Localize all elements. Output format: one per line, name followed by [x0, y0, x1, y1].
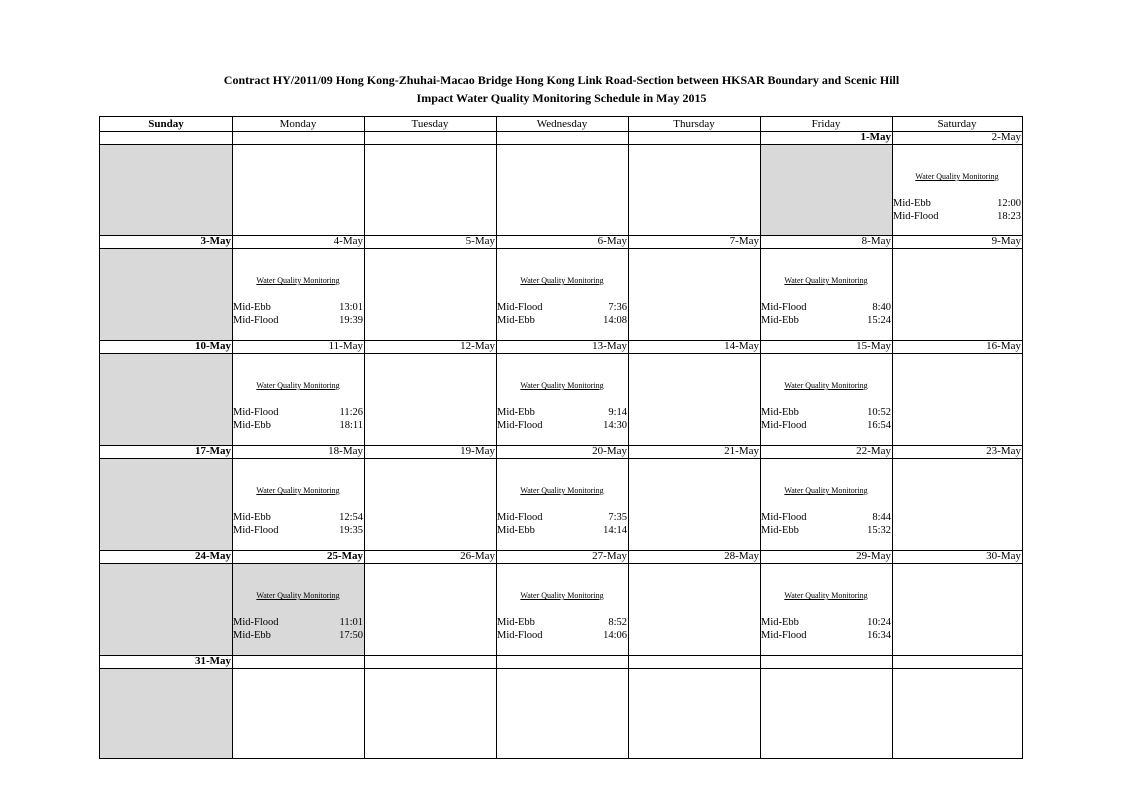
tide-row — [760, 419, 892, 432]
shaded-cell — [100, 248, 232, 340]
grid-line — [100, 248, 1022, 249]
tide-label: Mid-Flood — [233, 315, 279, 326]
day-date: 16-May — [986, 340, 1021, 352]
tide-label: Mid-Ebb — [233, 420, 271, 431]
tide-label: Mid-Flood — [893, 211, 939, 222]
weekday-header-sunday: Sunday — [148, 118, 184, 130]
grid-line — [892, 117, 893, 758]
tide-row — [496, 629, 628, 642]
monitoring-label: Water Quality Monitoring — [784, 591, 868, 600]
monitoring-label: Water Quality Monitoring — [784, 381, 868, 390]
tide-label: Mid-Flood — [761, 420, 807, 431]
monitoring-label: Water Quality Monitoring — [520, 591, 604, 600]
day-date: 4-May — [333, 235, 363, 247]
day-date: 10-May — [194, 340, 231, 352]
day-date: 9-May — [991, 235, 1021, 247]
tide-row — [232, 629, 364, 642]
grid-line — [100, 131, 1022, 132]
day-date: 20-May — [592, 445, 627, 457]
grid-line — [100, 340, 1022, 341]
tide-row — [496, 419, 628, 432]
day-date: 8-May — [861, 235, 891, 247]
tide-time: 14:14 — [603, 525, 627, 536]
day-date: 24-May — [194, 550, 231, 562]
tide-time: 18:23 — [997, 211, 1021, 222]
tide-label: Mid-Flood — [761, 512, 807, 523]
day-date — [892, 655, 1022, 668]
tide-label: Mid-Ebb — [761, 407, 799, 418]
tide-row — [232, 301, 364, 314]
tide-row — [760, 629, 892, 642]
day-date — [496, 131, 628, 144]
tide-label: Mid-Flood — [497, 302, 543, 313]
day-date: 17-May — [194, 445, 231, 457]
tide-label: Mid-Flood — [761, 630, 807, 641]
tide-time: 13:01 — [339, 302, 363, 313]
tide-time: 8:44 — [872, 512, 891, 523]
tide-time: 19:39 — [339, 315, 363, 326]
grid-line — [100, 550, 1022, 551]
tide-row — [496, 301, 628, 314]
monitoring-label: Water Quality Monitoring — [784, 486, 868, 495]
day-date: 25-May — [326, 550, 363, 562]
day-date: 14-May — [724, 340, 759, 352]
tide-time: 10:24 — [867, 617, 891, 628]
grid-line — [100, 458, 1022, 459]
monitoring-label: Water Quality Monitoring — [784, 276, 868, 285]
tide-row — [496, 406, 628, 419]
calendar-grid — [99, 116, 1023, 759]
day-date: 26-May — [460, 550, 495, 562]
tide-label: Mid-Ebb — [233, 630, 271, 641]
tide-row — [760, 524, 892, 537]
day-date: 18-May — [328, 445, 363, 457]
grid-line — [496, 117, 497, 758]
day-date: 22-May — [856, 445, 891, 457]
tide-row — [232, 314, 364, 327]
grid-line — [760, 117, 761, 758]
tide-row — [496, 314, 628, 327]
weekday-header-friday: Friday — [811, 118, 841, 130]
day-date: 2-May — [991, 131, 1021, 143]
grid-line — [100, 668, 1022, 669]
day-date: 5-May — [465, 235, 495, 247]
weekday-header-saturday: Saturday — [937, 118, 977, 130]
tide-row — [232, 511, 364, 524]
tide-label: Mid-Flood — [233, 525, 279, 536]
tide-time: 8:52 — [608, 617, 627, 628]
tide-label: Mid-Flood — [497, 420, 543, 431]
monitoring-label: Water Quality Monitoring — [256, 381, 340, 390]
day-date: 21-May — [724, 445, 759, 457]
tide-time: 12:54 — [339, 512, 363, 523]
tide-row — [760, 616, 892, 629]
monitoring-label: Water Quality Monitoring — [256, 486, 340, 495]
tide-time: 8:40 — [872, 302, 891, 313]
tide-time: 15:32 — [867, 525, 891, 536]
day-date: 3-May — [200, 235, 231, 247]
tide-row — [760, 314, 892, 327]
tide-label: Mid-Ebb — [233, 512, 271, 523]
day-date: 23-May — [986, 445, 1021, 457]
monitoring-label: Water Quality Monitoring — [520, 276, 604, 285]
tide-time: 16:54 — [867, 420, 891, 431]
day-date: 19-May — [460, 445, 495, 457]
day-date: 28-May — [724, 550, 759, 562]
tide-label: Mid-Ebb — [233, 302, 271, 313]
weekday-header-tuesday: Tuesday — [411, 118, 449, 130]
tide-label: Mid-Ebb — [893, 198, 931, 209]
monitoring-label: Water Quality Monitoring — [256, 591, 340, 600]
shaded-cell — [760, 144, 892, 235]
day-date: 30-May — [986, 550, 1021, 562]
day-date — [760, 655, 892, 668]
tide-row — [232, 616, 364, 629]
tide-row — [496, 524, 628, 537]
tide-row — [760, 301, 892, 314]
day-date: 12-May — [460, 340, 495, 352]
weekday-header-thursday: Thursday — [673, 118, 715, 130]
tide-time: 12:00 — [997, 198, 1021, 209]
shaded-cell — [100, 458, 232, 550]
tide-time: 14:08 — [603, 315, 627, 326]
day-date — [628, 131, 760, 144]
day-date — [628, 655, 760, 668]
day-date — [496, 655, 628, 668]
day-date — [232, 655, 364, 668]
grid-line — [364, 117, 365, 758]
monitoring-label: Water Quality Monitoring — [915, 172, 999, 181]
tide-label: Mid-Flood — [497, 630, 543, 641]
tide-time: 14:06 — [603, 630, 627, 641]
tide-label: Mid-Ebb — [761, 525, 799, 536]
tide-label: Mid-Ebb — [761, 617, 799, 628]
tide-row — [892, 210, 1022, 223]
grid-line — [100, 144, 1022, 145]
tide-time: 11:01 — [339, 617, 363, 628]
day-date: 7-May — [729, 235, 759, 247]
tide-row — [892, 197, 1022, 210]
day-date: 6-May — [597, 235, 627, 247]
tide-row — [496, 616, 628, 629]
schedule-title: Impact Water Quality Monitoring Schedule in May 2015 — [416, 91, 707, 105]
grid-line — [100, 353, 1022, 354]
shaded-cell — [100, 353, 232, 445]
monitoring-label: Water Quality Monitoring — [256, 276, 340, 285]
tide-label: Mid-Flood — [761, 302, 807, 313]
tide-time: 9:14 — [608, 407, 627, 418]
day-date — [364, 655, 496, 668]
day-date: 11-May — [328, 340, 363, 352]
tide-time: 15:24 — [867, 315, 891, 326]
tide-time: 11:26 — [339, 407, 363, 418]
tide-row — [232, 524, 364, 537]
day-date — [364, 131, 496, 144]
weekday-header-monday: Monday — [279, 118, 317, 130]
tide-label: Mid-Ebb — [497, 617, 535, 628]
grid-line — [100, 655, 1022, 656]
tide-row — [760, 406, 892, 419]
weekday-header-wednesday: Wednesday — [536, 118, 588, 130]
monitoring-label: Water Quality Monitoring — [520, 381, 604, 390]
tide-label: Mid-Ebb — [761, 315, 799, 326]
grid-line — [232, 117, 233, 758]
day-date: 31-May — [194, 655, 231, 667]
tide-label: Mid-Flood — [233, 407, 279, 418]
tide-time: 7:35 — [608, 512, 627, 523]
tide-row — [760, 511, 892, 524]
grid-line — [100, 563, 1022, 564]
day-date: 27-May — [592, 550, 627, 562]
tide-time: 17:50 — [339, 630, 363, 641]
tide-label: Mid-Ebb — [497, 315, 535, 326]
tide-time: 7:36 — [608, 302, 627, 313]
grid-line — [628, 117, 629, 758]
grid-line — [100, 235, 1022, 236]
tide-time: 19:35 — [339, 525, 363, 536]
tide-time: 14:30 — [603, 420, 627, 431]
tide-time: 10:52 — [867, 407, 891, 418]
shaded-cell — [100, 668, 232, 758]
document-title: Contract HY/2011/09 Hong Kong-Zhuhai-Macao Bridge Hong Kong Link Road-Section between HKSAR Boundary and Scenic Hill — [223, 73, 900, 87]
day-date: 13-May — [592, 340, 627, 352]
day-date: 15-May — [856, 340, 891, 352]
tide-label: Mid-Ebb — [497, 525, 535, 536]
day-date: 1-May — [860, 131, 891, 143]
tide-time: 16:34 — [867, 630, 891, 641]
tide-row — [496, 511, 628, 524]
tide-label: Mid-Flood — [233, 617, 279, 628]
shaded-cell — [100, 563, 232, 655]
tide-label: Mid-Flood — [497, 512, 543, 523]
tide-label: Mid-Ebb — [497, 407, 535, 418]
tide-time: 18:11 — [339, 420, 363, 431]
monitoring-label: Water Quality Monitoring — [520, 486, 604, 495]
grid-line — [100, 445, 1022, 446]
day-date — [100, 131, 232, 144]
day-date: 29-May — [856, 550, 891, 562]
tide-row — [232, 406, 364, 419]
day-date — [232, 131, 364, 144]
shaded-cell — [100, 144, 232, 235]
tide-row — [232, 419, 364, 432]
